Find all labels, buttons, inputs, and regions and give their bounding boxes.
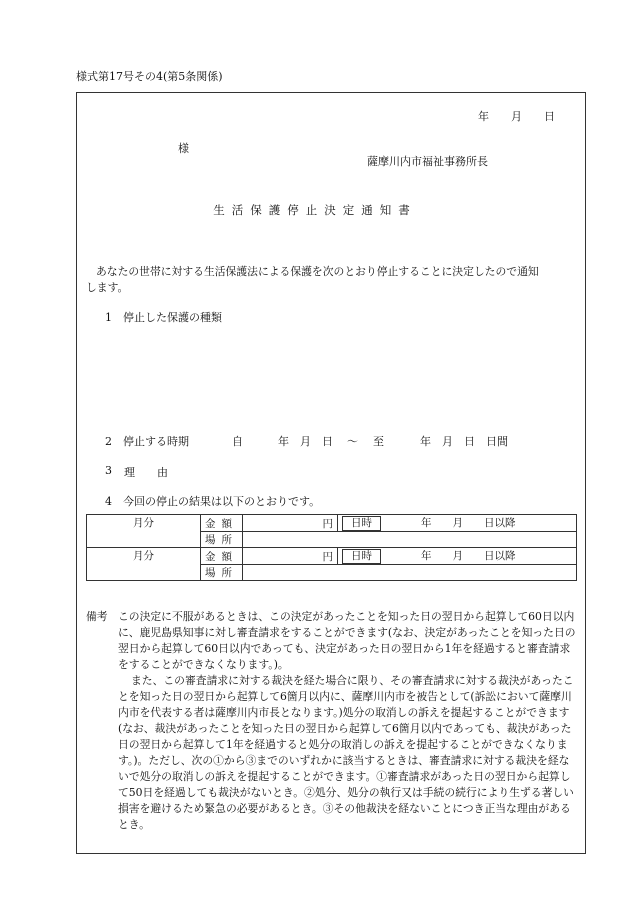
- item-2-from: 自: [232, 435, 243, 448]
- datetime-cell[interactable]: [338, 548, 577, 565]
- item-2-date-from[interactable]: 年 月 日: [278, 435, 333, 448]
- datetime-label: 日時: [342, 549, 381, 564]
- item-2-to: 至: [373, 435, 384, 448]
- document-title: 生活保護停止決定通知書: [213, 203, 417, 217]
- until-text: 年 月 日以降: [421, 550, 516, 562]
- until-text: 年 月 日以降: [421, 517, 516, 529]
- intro-line-2: します。: [86, 281, 129, 294]
- form-id: 様式第17号その4(第5条関係): [76, 70, 223, 83]
- intro-line-1: あなたの世帯に対する生活保護法による保護を次のとおり停止することに決定したので通知: [96, 265, 539, 278]
- month-cell[interactable]: 月分: [87, 548, 201, 581]
- datetime-label: 日時: [342, 516, 381, 531]
- item-3-label: 理 由: [124, 466, 168, 479]
- amount-label: 金額: [201, 515, 243, 532]
- payment-table: [86, 514, 577, 581]
- item-1-label: 1 停止した保護の種類: [105, 311, 222, 324]
- place-cell[interactable]: [243, 565, 577, 581]
- notes-paragraph-2: また、この審査請求に対する裁決を経た場合に限り、その審査請求に対する裁決があったことを知った日の翌日から起算して6箇月以内に、薩摩川内市を被告として(訴訟において薩摩川内市を代表する者は薩摩川内市長となります。)処分の取消しの訴えを提起することができます(なお、裁決があったことを知った日の翌日から起算して6箇月以内であっても、裁決があった日の翌日から起算して1年を経過すると処分の取消しの訴えを提起することができなくなります。)。ただし、次の①から③までのいずれかに該当するときは、審査請求に対する裁決を経ないで処分の取消しの訴えを提起することができます。①審査請求があった日の翌日から起算して50日を経過しても裁決がないとき。②処分、処分の執行又は手続の続行により生ずる著しい損害を避けるため緊急の必要があるとき。③その他裁決を経ないことにつき正当な理由があるとき。: [118, 674, 574, 831]
- amount-label: 金額: [201, 548, 243, 565]
- item-3-number: 3: [105, 464, 112, 477]
- notes-paragraph-1: この決定に不服があるときは、この決定があったことを知った日の翌日から起算して60日以内に、鹿児島県知事に対し審査請求をすることができます(なお、決定があったことを知った日の翌日から起算して60日以内であっても、決定があった日の翌日から1年を経過すると審査請求をすることができなくなります。)。: [118, 610, 576, 671]
- yen-cell[interactable]: 円: [243, 548, 338, 565]
- table-row: [87, 548, 577, 565]
- place-label: 場所: [201, 532, 243, 548]
- item-2-wave: ～: [347, 435, 358, 448]
- date-line[interactable]: 年 月 日: [478, 110, 555, 123]
- item-2-label: 2 停止する時期: [105, 435, 189, 448]
- datetime-cell[interactable]: [338, 515, 577, 532]
- addressee[interactable]: 様: [178, 142, 189, 155]
- table-row: [87, 515, 577, 532]
- place-cell[interactable]: [243, 532, 577, 548]
- month-cell[interactable]: 月分: [87, 515, 201, 548]
- notes-label: 備考: [86, 610, 108, 623]
- place-label: 場所: [201, 565, 243, 581]
- yen-cell[interactable]: 円: [243, 515, 338, 532]
- item-2-date-to[interactable]: 年 月 日 日間: [420, 435, 508, 448]
- item-4-label: 4 今回の停止の結果は以下のとおりです。: [105, 495, 321, 508]
- notes-section: [86, 609, 578, 833]
- sender: 薩摩川内市福祉事務所長: [367, 155, 488, 168]
